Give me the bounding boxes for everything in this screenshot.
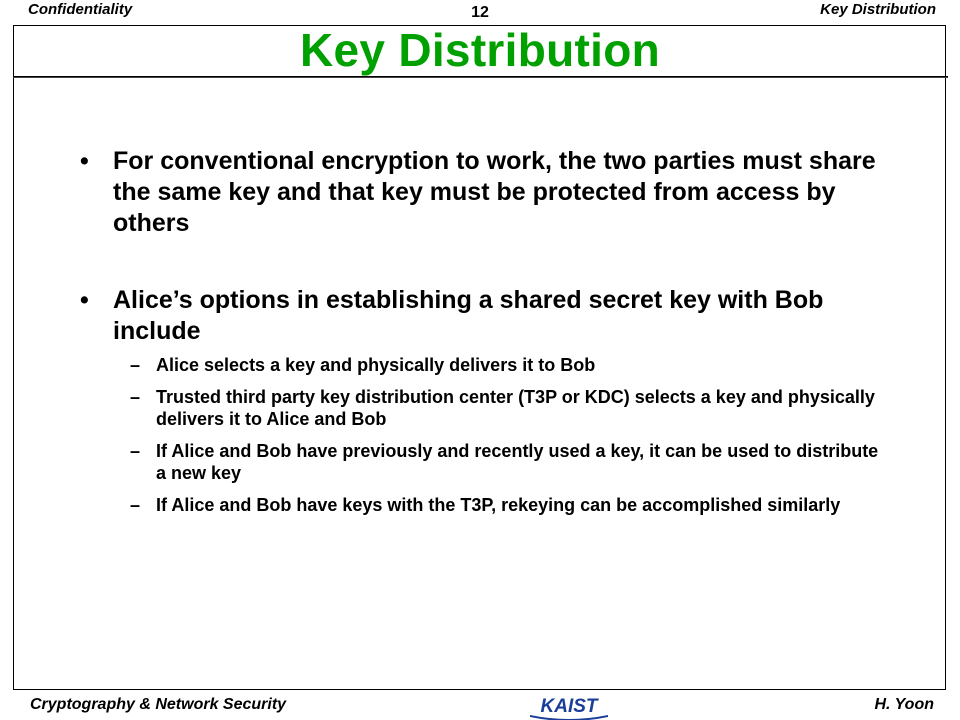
sub-bullet-item: [130, 386, 880, 430]
slide-title: Key Distribution: [299, 24, 661, 76]
bullet-text: Alice’s options in establishing a shared secret key with Bob include: [113, 286, 824, 345]
header-left-label: Confidentiality: [28, 1, 133, 18]
page-number: 12: [471, 4, 489, 21]
footer-author-label: H. Yoon: [874, 696, 934, 713]
dash-glyph: –: [130, 355, 141, 375]
sub-bullet-text: Alice selects a key and physically delivers it to Bob: [156, 355, 596, 375]
bullet-glyph: •: [80, 286, 89, 314]
sub-bullet-item: [130, 494, 880, 516]
kaist-logo: [524, 693, 614, 720]
dash-glyph: –: [130, 441, 141, 461]
sub-bullet-item: [130, 354, 880, 376]
sub-bullet-list: [80, 354, 880, 516]
footer-course-label: Cryptography & Network Security: [30, 696, 287, 713]
bullet-glyph: •: [80, 147, 89, 175]
bullet-item: [80, 146, 880, 239]
bullet-item: [80, 285, 880, 347]
sub-bullet-text: If Alice and Bob have keys with the T3P, rekeying can be accomplished similarly: [156, 495, 841, 515]
sub-bullet-item: [130, 440, 880, 484]
dash-glyph: –: [130, 495, 141, 515]
bullet-text: For conventional encryption to work, the two parties must share the same key and that key must be protected from access by others: [113, 147, 876, 237]
slide-content: [80, 146, 880, 526]
header-right-label: Key Distribution: [820, 1, 936, 18]
sub-bullet-text: If Alice and Bob have previously and recently used a key, it can be used to distribute a new key: [156, 441, 879, 483]
dash-glyph: –: [130, 387, 141, 407]
sub-bullet-text: Trusted third party key distribution center (T3P or KDC) selects a key and physically delivers it to Alice and Bob: [156, 387, 875, 429]
logo-text: KAIST: [540, 696, 598, 717]
